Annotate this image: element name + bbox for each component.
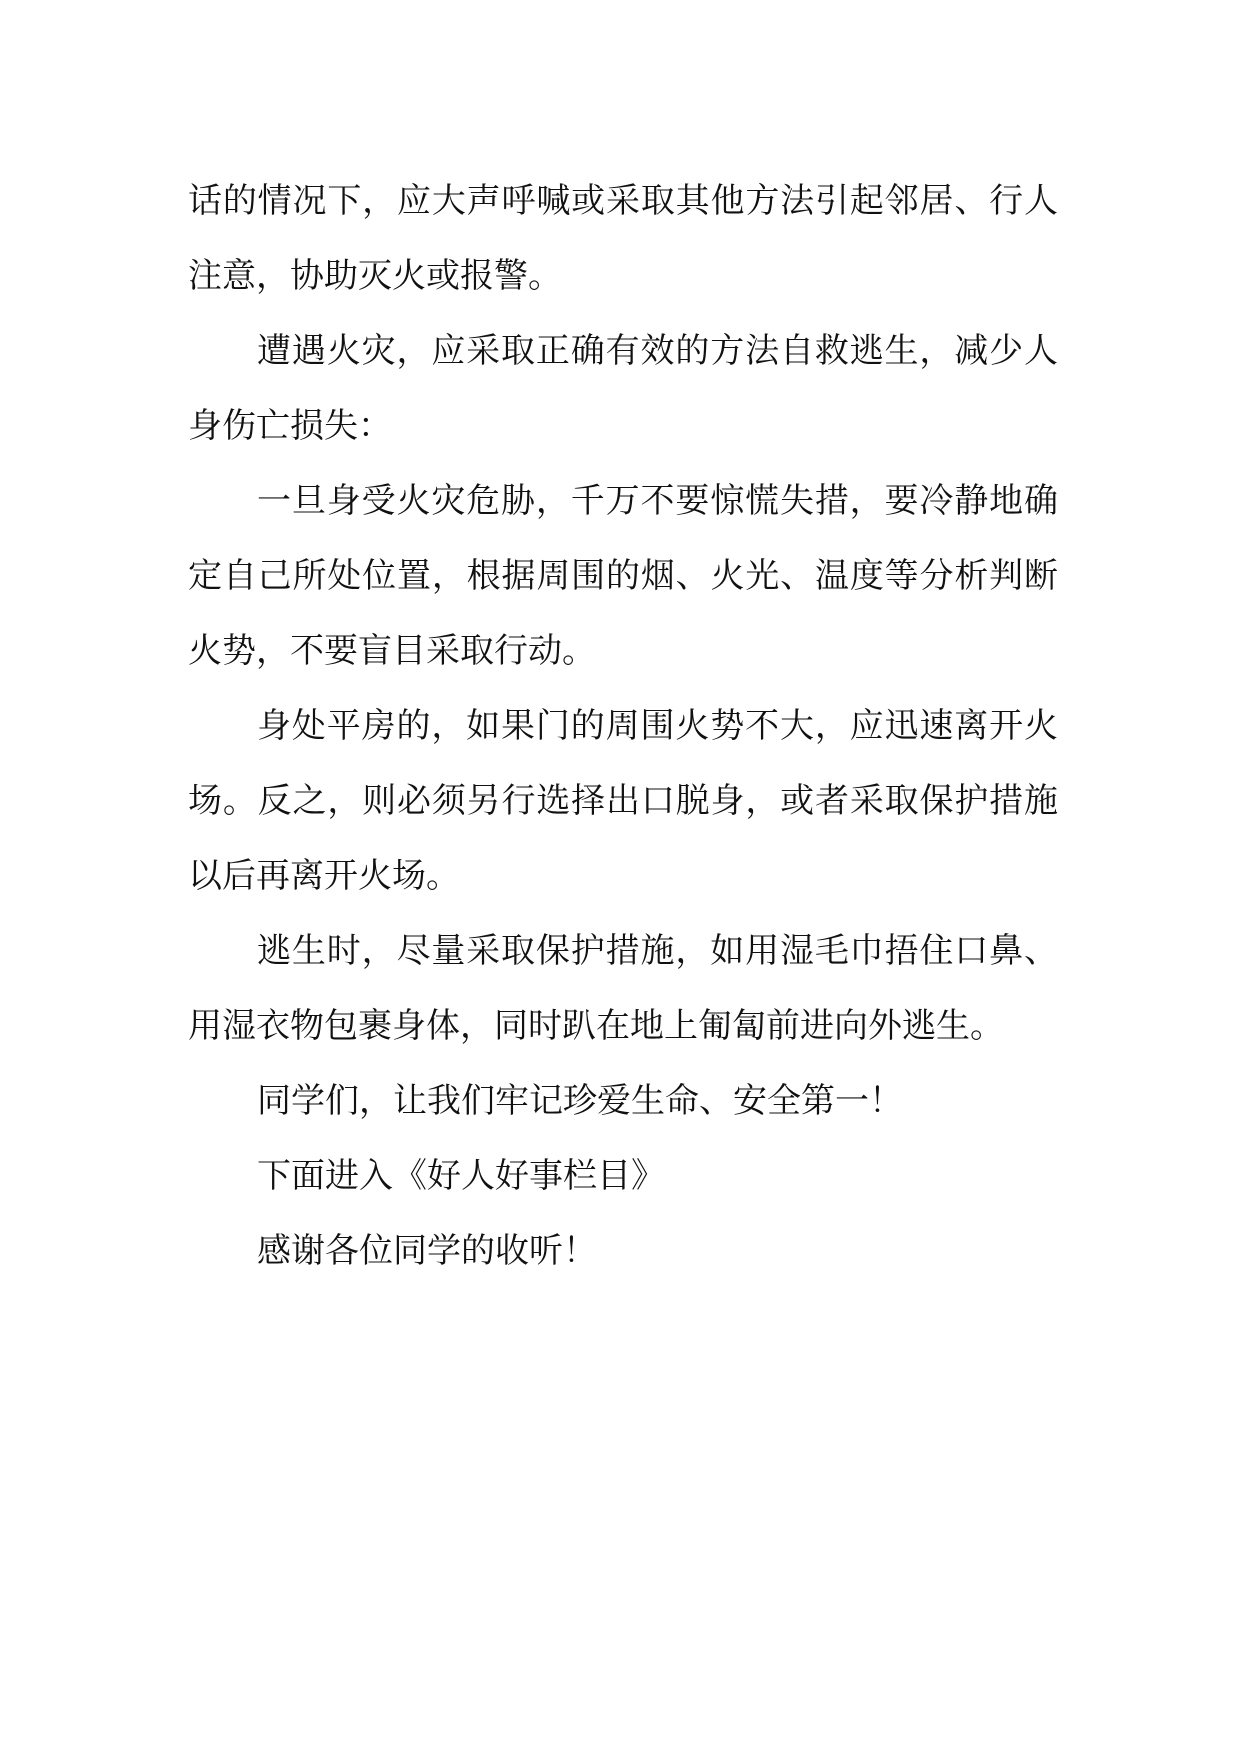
text-line: 遭遇火灾，应采取正确有效的方法自救逃生，减少人 [257, 331, 1058, 371]
document-body [188, 164, 1058, 1289]
text-line: 感谢各位同学的收听！ [257, 1231, 597, 1271]
text-line: 一旦身受火灾危胁，千万不要惊慌失措，要冷静地确 [257, 481, 1058, 521]
text-line: 身处平房的，如果门的周围火势不大，应迅速离开火 [257, 706, 1058, 746]
text-line: 下面进入《好人好事栏目》 [257, 1156, 665, 1196]
text-line: 逃生时，尽量采取保护措施，如用湿毛巾捂住口鼻、 [257, 931, 1058, 971]
text-line: 身伤亡损失： [188, 406, 392, 446]
text-line: 注意，协助灭火或报警。 [188, 256, 562, 296]
text-line: 火势，不要盲目采取行动。 [188, 631, 596, 671]
text-line: 以后再离开火场。 [188, 856, 460, 896]
text-line: 同学们，让我们牢记珍爱生命、安全第一！ [257, 1081, 903, 1121]
text-line: 定自己所处位置，根据周围的烟、火光、温度等分析判断 [188, 556, 1058, 596]
text-line: 话的情况下，应大声呼喊或采取其他方法引起邻居、行人 [188, 181, 1058, 221]
text-line: 用湿衣物包裹身体，同时趴在地上匍匐前进向外逃生。 [188, 1006, 1004, 1046]
text-line: 场。反之，则必须另行选择出口脱身，或者采取保护措施 [188, 781, 1058, 821]
